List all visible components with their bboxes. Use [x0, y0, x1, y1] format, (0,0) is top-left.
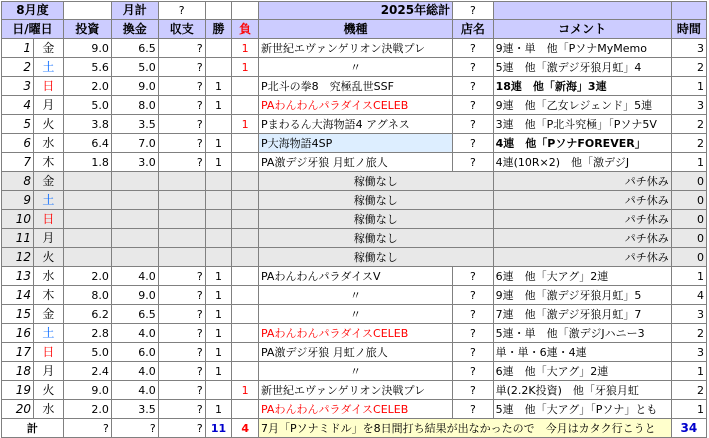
cell-exchange[interactable]: 6.5: [111, 305, 158, 324]
table-row: [2, 77, 707, 96]
cell-comment[interactable]: 5連 他「大アグ」「Pソナ」とも: [493, 400, 671, 419]
cell-comment[interactable]: 4連 他「PソナFOREVER」: [493, 134, 671, 153]
cell-shop[interactable]: ?: [453, 343, 494, 362]
cell-lose[interactable]: [232, 343, 259, 362]
cell-win[interactable]: 1: [205, 286, 232, 305]
cell-balance[interactable]: ?: [158, 153, 205, 172]
cell-win[interactable]: 1: [205, 134, 232, 153]
cell-model[interactable]: 稼働なし: [259, 172, 494, 191]
monthly-total-value[interactable]: ?: [158, 2, 205, 20]
cell-weekday[interactable]: 火: [33, 381, 63, 400]
empty-cell[interactable]: [205, 2, 232, 20]
empty-header-cell[interactable]: [493, 2, 671, 20]
cell-model[interactable]: P大海物語4SP: [259, 134, 453, 153]
cell-balance[interactable]: ?: [158, 343, 205, 362]
cell-model[interactable]: 〃: [259, 286, 453, 305]
cell-balance[interactable]: ?: [158, 115, 205, 134]
cell-win[interactable]: 1: [205, 400, 232, 419]
cell-exchange[interactable]: 4.0: [111, 267, 158, 286]
table-row: [2, 229, 707, 248]
cell-lose[interactable]: [232, 96, 259, 115]
table-row: [2, 362, 707, 381]
col-header-time[interactable]: 時間: [671, 20, 706, 39]
cell-weekday[interactable]: 金: [33, 172, 63, 191]
cell-day[interactable]: 1: [2, 39, 34, 58]
cell-time[interactable]: 4: [671, 286, 706, 305]
table-row: [2, 381, 707, 400]
cell-lose[interactable]: 1: [232, 115, 259, 134]
cell-weekday[interactable]: 月: [33, 96, 63, 115]
cell-lose[interactable]: [232, 286, 259, 305]
cell-time[interactable]: 2: [671, 115, 706, 134]
cell-win[interactable]: 1: [205, 362, 232, 381]
cell-balance[interactable]: ?: [158, 267, 205, 286]
cell-comment[interactable]: 9連・単 他「PソナMyMemo: [493, 39, 671, 58]
cell-lose[interactable]: [232, 191, 259, 210]
cell-comment[interactable]: パチ休み: [493, 248, 671, 267]
cell-balance[interactable]: [158, 191, 205, 210]
spreadsheet-grid: [1, 1, 707, 438]
cell-time[interactable]: 0: [671, 172, 706, 191]
cell-lose[interactable]: [232, 172, 259, 191]
cell-lose[interactable]: [232, 324, 259, 343]
cell-lose[interactable]: [232, 77, 259, 96]
cell-time[interactable]: 0: [671, 248, 706, 267]
cell-time[interactable]: 2: [671, 134, 706, 153]
cell-exchange[interactable]: [111, 191, 158, 210]
cell-day[interactable]: 7: [2, 153, 34, 172]
cell-shop[interactable]: ?: [453, 134, 494, 153]
cell-day[interactable]: 8: [2, 172, 34, 191]
cell-model[interactable]: 〃: [259, 305, 453, 324]
col-header-lose[interactable]: 負: [232, 20, 259, 39]
cell-balance[interactable]: ?: [158, 134, 205, 153]
cell-model[interactable]: PAわんわんパラダイスCELEB: [259, 324, 453, 343]
cell-exchange[interactable]: 8.0: [111, 96, 158, 115]
cell-shop[interactable]: ?: [453, 58, 494, 77]
cell-model[interactable]: P北斗の拳8 究極乱世SSF: [259, 77, 453, 96]
cell-time[interactable]: 3: [671, 39, 706, 58]
empty-cell[interactable]: [63, 2, 111, 20]
cell-balance[interactable]: ?: [158, 362, 205, 381]
cell-time[interactable]: 3: [671, 96, 706, 115]
cell-day[interactable]: 4: [2, 96, 34, 115]
cell-lose[interactable]: [232, 305, 259, 324]
cell-day[interactable]: 5: [2, 115, 34, 134]
month-label[interactable]: 8月度: [2, 2, 64, 20]
cell-comment[interactable]: パチ休み: [493, 210, 671, 229]
cell-model[interactable]: PAわんわんパラダイスCELEB: [259, 400, 453, 419]
cell-shop[interactable]: ?: [453, 115, 494, 134]
total-exchange[interactable]: ?: [111, 419, 158, 438]
cell-win[interactable]: 1: [205, 305, 232, 324]
cell-investment[interactable]: [63, 248, 111, 267]
cell-lose[interactable]: [232, 153, 259, 172]
cell-model[interactable]: Pまわるん大海物語4 アグネス: [259, 115, 453, 134]
cell-day[interactable]: 3: [2, 77, 34, 96]
cell-exchange[interactable]: 4.0: [111, 324, 158, 343]
col-header-date[interactable]: 日/曜日: [2, 20, 64, 39]
cell-weekday[interactable]: 日: [33, 77, 63, 96]
cell-weekday[interactable]: 日: [33, 210, 63, 229]
col-header-win[interactable]: 勝: [205, 20, 232, 39]
cell-shop[interactable]: ?: [453, 305, 494, 324]
cell-day[interactable]: 9: [2, 191, 34, 210]
cell-time[interactable]: 1: [671, 153, 706, 172]
cell-investment[interactable]: 9.0: [63, 381, 111, 400]
cell-balance[interactable]: ?: [158, 58, 205, 77]
cell-balance[interactable]: ?: [158, 39, 205, 58]
cell-investment[interactable]: 5.0: [63, 96, 111, 115]
table-row: [2, 324, 707, 343]
cell-day[interactable]: 18: [2, 362, 34, 381]
cell-investment[interactable]: [63, 210, 111, 229]
table-row: [2, 134, 707, 153]
table-row: [2, 400, 707, 419]
cell-comment[interactable]: 7連 他「激デジ牙狼月虹」7: [493, 305, 671, 324]
cell-lose[interactable]: [232, 229, 259, 248]
cell-comment[interactable]: パチ休み: [493, 229, 671, 248]
cell-exchange[interactable]: 9.0: [111, 286, 158, 305]
table-row: [2, 172, 707, 191]
cell-weekday[interactable]: 火: [33, 115, 63, 134]
cell-shop[interactable]: ?: [453, 324, 494, 343]
cell-weekday[interactable]: 木: [33, 153, 63, 172]
cell-win[interactable]: [205, 191, 232, 210]
table-row: [2, 248, 707, 267]
cell-shop[interactable]: ?: [453, 39, 494, 58]
table-row: [2, 267, 707, 286]
cell-exchange[interactable]: 3.5: [111, 115, 158, 134]
cell-win[interactable]: [205, 248, 232, 267]
cell-lose[interactable]: 1: [232, 39, 259, 58]
total-balance[interactable]: ?: [158, 419, 205, 438]
cell-shop[interactable]: ?: [453, 381, 494, 400]
cell-time[interactable]: 1: [671, 400, 706, 419]
cell-day[interactable]: 10: [2, 210, 34, 229]
total-time[interactable]: 34: [671, 419, 706, 438]
cell-weekday[interactable]: 土: [33, 324, 63, 343]
cell-lose[interactable]: [232, 248, 259, 267]
table-row: [2, 39, 707, 58]
cell-comment[interactable]: 3連 他「P北斗究極」「Pソナ5V: [493, 115, 671, 134]
cell-model[interactable]: 稼働なし: [259, 210, 494, 229]
cell-day[interactable]: 17: [2, 343, 34, 362]
col-header-shop[interactable]: 店名: [453, 20, 494, 39]
cell-exchange[interactable]: 5.0: [111, 58, 158, 77]
year-total-label[interactable]: 2025年総計: [259, 2, 453, 20]
cell-exchange[interactable]: 3.0: [111, 153, 158, 172]
cell-investment[interactable]: 2.4: [63, 362, 111, 381]
cell-lose[interactable]: 1: [232, 381, 259, 400]
cell-model[interactable]: PA激デジ牙狼 月虹ノ旅人: [259, 343, 453, 362]
empty-header-cell[interactable]: [671, 2, 706, 20]
cell-weekday[interactable]: 月: [33, 362, 63, 381]
cell-shop[interactable]: ?: [453, 286, 494, 305]
cell-comment[interactable]: 5連・単 他「激デジJハニー3: [493, 324, 671, 343]
empty-cell[interactable]: [232, 2, 259, 20]
cell-win[interactable]: 1: [205, 324, 232, 343]
cell-balance[interactable]: [158, 172, 205, 191]
table-row: [2, 96, 707, 115]
cell-time[interactable]: 2: [671, 58, 706, 77]
cell-model[interactable]: 〃: [259, 362, 453, 381]
cell-weekday[interactable]: 水: [33, 134, 63, 153]
cell-win[interactable]: 1: [205, 153, 232, 172]
cell-model[interactable]: PA激デジ牙狼 月虹ノ旅人: [259, 153, 453, 172]
cell-investment[interactable]: 8.0: [63, 286, 111, 305]
cell-investment[interactable]: 6.2: [63, 305, 111, 324]
cell-balance[interactable]: [158, 210, 205, 229]
cell-balance[interactable]: [158, 248, 205, 267]
cell-day[interactable]: 14: [2, 286, 34, 305]
cell-shop[interactable]: ?: [453, 362, 494, 381]
cell-investment[interactable]: 5.0: [63, 343, 111, 362]
cell-comment[interactable]: パチ休み: [493, 191, 671, 210]
cell-comment[interactable]: 9連 他「乙女レジェンド」5連: [493, 96, 671, 115]
cell-weekday[interactable]: 木: [33, 286, 63, 305]
cell-exchange[interactable]: [111, 229, 158, 248]
cell-weekday[interactable]: 日: [33, 343, 63, 362]
cell-day[interactable]: 2: [2, 58, 34, 77]
cell-lose[interactable]: 1: [232, 58, 259, 77]
cell-weekday[interactable]: 水: [33, 267, 63, 286]
total-label[interactable]: 計: [2, 419, 64, 438]
cell-balance[interactable]: ?: [158, 324, 205, 343]
cell-exchange[interactable]: 4.0: [111, 362, 158, 381]
cell-lose[interactable]: [232, 400, 259, 419]
cell-comment[interactable]: 単(2.2K投資) 他「牙狼月虹: [493, 381, 671, 400]
cell-exchange[interactable]: 6.0: [111, 343, 158, 362]
cell-exchange[interactable]: 9.0: [111, 77, 158, 96]
table-row: [2, 305, 707, 324]
cell-investment[interactable]: 1.8: [63, 153, 111, 172]
cell-investment[interactable]: 2.8: [63, 324, 111, 343]
cell-weekday[interactable]: 土: [33, 58, 63, 77]
col-header-balance[interactable]: 収支: [158, 20, 205, 39]
cell-day[interactable]: 20: [2, 400, 34, 419]
cell-balance[interactable]: ?: [158, 77, 205, 96]
cell-win[interactable]: 1: [205, 343, 232, 362]
cell-win[interactable]: [205, 39, 232, 58]
table-row: [2, 115, 707, 134]
cell-win[interactable]: [205, 172, 232, 191]
cell-time[interactable]: 1: [671, 362, 706, 381]
cell-day[interactable]: 19: [2, 381, 34, 400]
cell-weekday[interactable]: 金: [33, 305, 63, 324]
table-row: [2, 153, 707, 172]
cell-time[interactable]: 1: [671, 77, 706, 96]
cell-weekday[interactable]: 月: [33, 229, 63, 248]
cell-shop[interactable]: ?: [453, 77, 494, 96]
cell-day[interactable]: 15: [2, 305, 34, 324]
cell-balance[interactable]: ?: [158, 96, 205, 115]
cell-lose[interactable]: [232, 134, 259, 153]
cell-time[interactable]: 3: [671, 343, 706, 362]
cell-shop[interactable]: ?: [453, 267, 494, 286]
cell-time[interactable]: 2: [671, 381, 706, 400]
cell-exchange[interactable]: [111, 210, 158, 229]
cell-exchange[interactable]: 4.0: [111, 381, 158, 400]
cell-investment[interactable]: [63, 229, 111, 248]
cell-day[interactable]: 11: [2, 229, 34, 248]
cell-investment[interactable]: [63, 172, 111, 191]
cell-exchange[interactable]: 3.5: [111, 400, 158, 419]
cell-exchange[interactable]: [111, 172, 158, 191]
table-row: [2, 210, 707, 229]
cell-model[interactable]: PAわんわんパラダイスV: [259, 267, 453, 286]
table-row: [2, 343, 707, 362]
col-header-exchange[interactable]: 換金: [111, 20, 158, 39]
cell-exchange[interactable]: 6.5: [111, 39, 158, 58]
cell-time[interactable]: 0: [671, 191, 706, 210]
cell-model[interactable]: 〃: [259, 58, 453, 77]
cell-investment[interactable]: 2.0: [63, 77, 111, 96]
cell-investment[interactable]: [63, 191, 111, 210]
cell-win[interactable]: [205, 58, 232, 77]
cell-model[interactable]: 稼働なし: [259, 229, 494, 248]
cell-win[interactable]: [205, 381, 232, 400]
cell-comment[interactable]: 9連 他「激デジ牙狼月虹」5: [493, 286, 671, 305]
monthly-total-label[interactable]: 月計: [111, 2, 158, 20]
cell-win[interactable]: 1: [205, 96, 232, 115]
cell-balance[interactable]: ?: [158, 400, 205, 419]
total-wins[interactable]: 11: [205, 419, 232, 438]
col-header-comment[interactable]: コメント: [493, 20, 671, 39]
cell-comment[interactable]: 6連 他「大アグ」2連: [493, 362, 671, 381]
cell-model[interactable]: 稼働なし: [259, 191, 494, 210]
cell-weekday[interactable]: 金: [33, 39, 63, 58]
cell-time[interactable]: 0: [671, 229, 706, 248]
cell-exchange[interactable]: [111, 248, 158, 267]
cell-weekday[interactable]: 火: [33, 248, 63, 267]
cell-win[interactable]: 1: [205, 77, 232, 96]
cell-balance[interactable]: [158, 229, 205, 248]
cell-lose[interactable]: [232, 362, 259, 381]
cell-model[interactable]: 稼働なし: [259, 248, 494, 267]
year-total-value[interactable]: ?: [453, 2, 494, 20]
cell-comment[interactable]: 6連 他「大アグ」2連: [493, 267, 671, 286]
cell-time[interactable]: 3: [671, 305, 706, 324]
cell-comment[interactable]: 5連 他「激デジ牙狼月虹」4: [493, 58, 671, 77]
cell-win[interactable]: [205, 229, 232, 248]
cell-comment[interactable]: 4連(10R×2) 他「激デジJ: [493, 153, 671, 172]
col-header-model[interactable]: 機種: [259, 20, 453, 39]
cell-model[interactable]: 新世紀エヴァンゲリオン決戦プレ: [259, 39, 453, 58]
cell-balance[interactable]: ?: [158, 305, 205, 324]
cell-comment[interactable]: パチ休み: [493, 172, 671, 191]
cell-investment[interactable]: 6.4: [63, 134, 111, 153]
cell-balance[interactable]: ?: [158, 381, 205, 400]
total-losses[interactable]: 4: [232, 419, 259, 438]
cell-comment[interactable]: 18連 他「新海」3連: [493, 77, 671, 96]
total-investment[interactable]: ?: [63, 419, 111, 438]
cell-investment[interactable]: 3.8: [63, 115, 111, 134]
cell-investment[interactable]: 5.6: [63, 58, 111, 77]
cell-weekday[interactable]: 水: [33, 400, 63, 419]
cell-day[interactable]: 6: [2, 134, 34, 153]
cell-time[interactable]: 0: [671, 210, 706, 229]
cell-lose[interactable]: [232, 267, 259, 286]
col-header-investment[interactable]: 投資: [63, 20, 111, 39]
cell-comment[interactable]: 単・単・6連・4連: [493, 343, 671, 362]
cell-day[interactable]: 16: [2, 324, 34, 343]
cell-lose[interactable]: [232, 210, 259, 229]
cell-model[interactable]: PAわんわんパラダイスCELEB: [259, 96, 453, 115]
cell-investment[interactable]: 2.0: [63, 267, 111, 286]
table-row: [2, 191, 707, 210]
table-row: [2, 58, 707, 77]
cell-time[interactable]: 2: [671, 324, 706, 343]
cell-shop[interactable]: ?: [453, 96, 494, 115]
cell-shop[interactable]: ?: [453, 400, 494, 419]
cell-day[interactable]: 12: [2, 248, 34, 267]
cell-win[interactable]: [205, 210, 232, 229]
cell-exchange[interactable]: 7.0: [111, 134, 158, 153]
cell-time[interactable]: 1: [671, 267, 706, 286]
cell-investment[interactable]: 9.0: [63, 39, 111, 58]
cell-day[interactable]: 13: [2, 267, 34, 286]
cell-model[interactable]: 新世紀エヴァンゲリオン決戦プレ: [259, 381, 453, 400]
cell-investment[interactable]: 2.0: [63, 400, 111, 419]
table-row: [2, 286, 707, 305]
cell-win[interactable]: [205, 115, 232, 134]
monthly-note[interactable]: 7月「Pソナミドル」を8日間打ち結果が出なかったので 今月はカタク行こうと: [259, 419, 672, 438]
cell-shop[interactable]: ?: [453, 153, 494, 172]
cell-weekday[interactable]: 土: [33, 191, 63, 210]
cell-win[interactable]: 1: [205, 267, 232, 286]
cell-balance[interactable]: ?: [158, 286, 205, 305]
